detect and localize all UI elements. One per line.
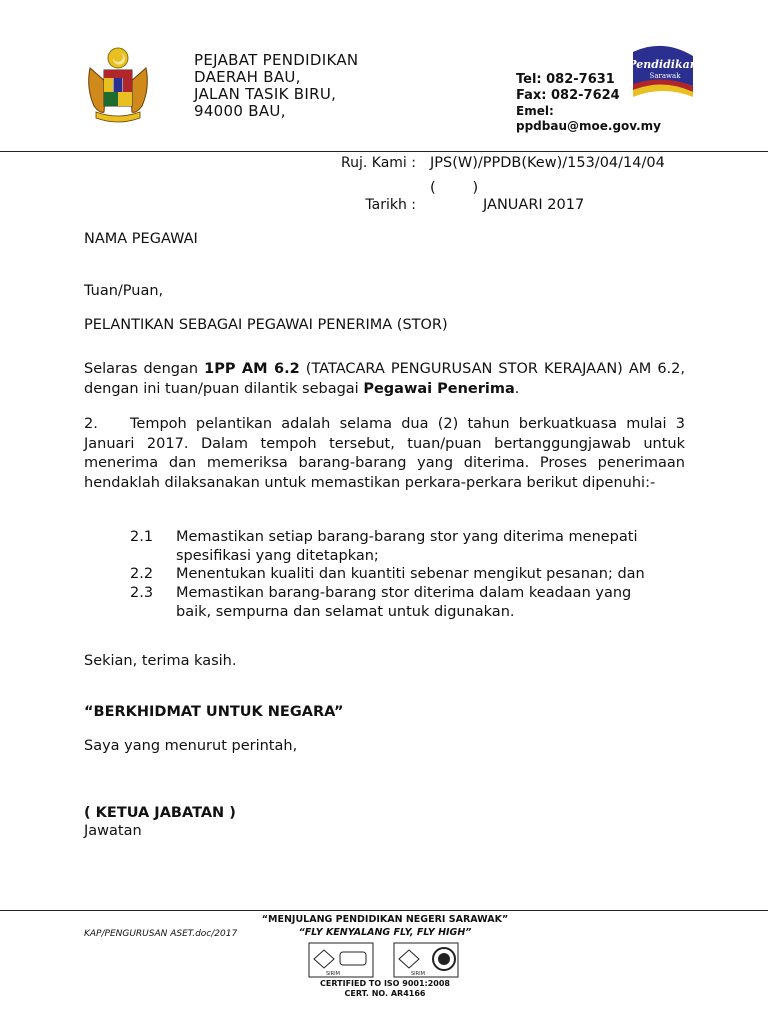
email-label: Emel: — [516, 104, 554, 118]
list-item — [130, 584, 685, 621]
iso-certification-logos — [308, 942, 460, 978]
ref-bracket: ( ) — [430, 180, 479, 196]
iqnet-mark-dot-icon — [438, 953, 450, 965]
address-line: JALAN TASIK BIRU, — [194, 85, 337, 103]
p1-text: . — [514, 380, 520, 397]
p1-text: Selaras dengan — [84, 361, 205, 377]
address-line: DAERAH BAU, — [194, 68, 301, 86]
logo-text-bottom: Sarawak — [649, 72, 681, 80]
item-text: spesifikasi yang ditetapkan; — [176, 547, 379, 564]
address-line: PEJABAT PENDIDIKAN — [194, 51, 359, 69]
closing-line: Sekian, terima kasih. — [84, 653, 237, 669]
p2-text: Tempoh pelantikan adalah selama dua (2) tahun berkuatkuasa mulai 3 Januari 2017. Dalam tempoh tersebut, tuan/puan bertanggungjawab untuk menerima dan memeriksa barang-barang yang diterima. Proses penerimaan hendaklah dilaksanakan untuk memastikan perkara-perkara berikut dipenuhi:- — [84, 416, 685, 491]
footer-divider — [0, 910, 768, 911]
fax-number: Fax: 082-7624 — [516, 88, 620, 103]
cert-number: CERT. NO. AR4166 — [344, 989, 426, 998]
pendidikan-sarawak-logo-icon — [629, 44, 697, 100]
item-text: Memastikan barang-barang stor diterima dalam keadaan yang — [176, 585, 632, 601]
list-item — [130, 528, 685, 565]
sirim-text: SIRIM — [411, 971, 425, 977]
tarikh-label: Tarikh : — [365, 197, 416, 213]
iso-cert-line: CERTIFIED TO ISO 9001:2008 — [320, 979, 450, 988]
document-reference: KAP/PENGURUSAN ASET.doc/2017 — [84, 929, 238, 939]
footer-motto-line-1: “MENJULANG PENDIDIKAN NEGERI SARAWAK” — [261, 914, 509, 925]
p1-role: Pegawai Penerima — [363, 380, 515, 397]
office-address — [194, 52, 434, 122]
p1-text: (TATACARA PENGURUSAN STOR KERAJAAN) AM 6.2, dengan ini tuan/puan dilantik sebagai — [84, 361, 686, 397]
footer-motto-line-2: “FLY KENYALANG FLY, FLY HIGH” — [298, 927, 472, 938]
p2-number: 2. — [84, 416, 98, 432]
item-text: Memastikan setiap barang-barang stor yang diterima menepati — [176, 529, 638, 545]
header-divider — [0, 151, 768, 152]
sirim-text: SIRIM — [326, 971, 340, 977]
saya-line: Saya yang menurut perintah, — [84, 738, 298, 754]
paragraph-2 — [84, 415, 685, 493]
ruj-value: JPS(W)/PPDB(Kew)/153/04/14/04 — [430, 155, 665, 171]
item-number: 2.3 — [130, 585, 154, 601]
item-number: 2.1 — [130, 529, 154, 545]
subject-heading: PELANTIKAN SEBAGAI PEGAWAI PENERIMA (STOR) — [84, 317, 448, 333]
motto-text: “BERKHIDMAT UNTUK NEGARA” — [84, 704, 344, 720]
malaysia-coat-of-arms-icon — [84, 46, 152, 124]
tel-number: Tel: 082-7631 — [516, 72, 615, 87]
ukas-mark-icon — [340, 952, 366, 965]
recipient-name: NAMA PEGAWAI — [84, 231, 198, 247]
signer-position: Jawatan — [84, 823, 142, 839]
item-number: 2.2 — [130, 566, 154, 582]
ruj-label: Ruj. Kami : — [341, 155, 416, 171]
item-text: Menentukan kualiti dan kuantiti sebenar mengikut pesanan; dan — [176, 566, 645, 582]
salutation: Tuan/Puan, — [84, 283, 164, 299]
address-line: 94000 BAU, — [194, 102, 286, 120]
tarikh-value: JANUARI 2017 — [483, 197, 585, 213]
p1-reference: 1PP AM 6.2 — [204, 361, 300, 377]
paragraph-1 — [84, 360, 685, 399]
email-address: ppdbau@moe.gov.my — [516, 119, 662, 133]
item-text: baik, sempurna dan selamat untuk digunakan. — [176, 603, 515, 620]
signer-title: ( KETUA JABATAN ) — [84, 805, 236, 821]
logo-text-top: Pendidikan — [628, 58, 698, 71]
contact-block — [516, 72, 662, 133]
quality-diamond-icon — [314, 950, 334, 968]
quality-diamond-icon — [399, 950, 419, 968]
list-item — [130, 565, 685, 584]
